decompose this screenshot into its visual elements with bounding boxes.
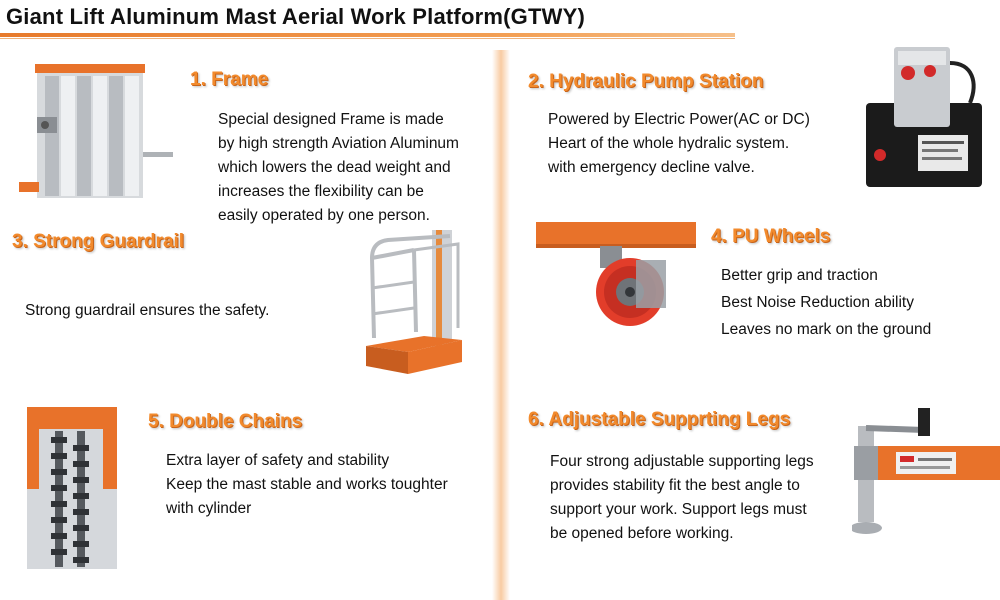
- text-line: by high strength Aviation Aluminum: [218, 135, 459, 152]
- text-line: Extra layer of safety and stability: [166, 452, 390, 469]
- section-heading-chains: 5. Double Chains: [148, 411, 303, 432]
- text-line: Best Noise Reduction ability: [721, 294, 914, 311]
- text-line: easily operated by one person.: [218, 207, 430, 224]
- text-line: be opened before working.: [550, 525, 734, 542]
- section-text-wheels: [721, 262, 931, 343]
- frame-image: [15, 62, 175, 202]
- text-line: with emergency decline valve.: [548, 159, 755, 176]
- title-underline-thin: [0, 38, 735, 39]
- text-line: Leaves no mark on the ground: [721, 321, 932, 338]
- text-line: provides stability fit the best angle to: [550, 477, 800, 494]
- text-line: increases the flexibility can be: [218, 183, 424, 200]
- page-title: Giant Lift Aluminum Mast Aerial Work Platform(GTWY): [6, 4, 585, 29]
- section-heading-frame: 1. Frame: [190, 69, 269, 90]
- text-line: Strong guardrail ensures the safety.: [25, 302, 270, 319]
- text-line: Special designed Frame is made: [218, 111, 444, 128]
- title-underline: [0, 33, 735, 37]
- text-line: Better grip and traction: [721, 267, 878, 284]
- section-heading-guardrail: 3. Strong Guardrail: [12, 231, 185, 252]
- section-heading-wheels: 4. PU Wheels: [711, 226, 831, 247]
- section-heading-pump: 2. Hydraulic Pump Station: [528, 71, 764, 92]
- text-line: Keep the mast stable and works toughter: [166, 476, 448, 493]
- text-line: Four strong adjustable supporting legs: [550, 453, 814, 470]
- section-text-frame: [218, 108, 459, 228]
- supporting-leg-image: [852, 406, 1000, 544]
- hydraulic-pump-image: [858, 43, 990, 191]
- section-text-guardrail: [25, 299, 269, 323]
- section-text-chains: [166, 449, 448, 521]
- text-line: Heart of the whole hydralic system.: [548, 135, 790, 152]
- section-heading-legs: 6. Adjustable Supprting Legs: [528, 409, 791, 430]
- text-line: support your work. Support legs must: [550, 501, 807, 518]
- text-line: with cylinder: [166, 500, 252, 517]
- section-text-legs: [550, 450, 814, 546]
- double-chains-image: [27, 407, 117, 569]
- guardrail-image: [362, 228, 472, 380]
- text-line: which lowers the dead weight and: [218, 159, 451, 176]
- text-line: Powered by Electric Power(AC or DC): [548, 111, 810, 128]
- section-text-pump: [548, 108, 810, 180]
- column-divider: [492, 50, 510, 600]
- pu-wheel-image: [536, 220, 696, 335]
